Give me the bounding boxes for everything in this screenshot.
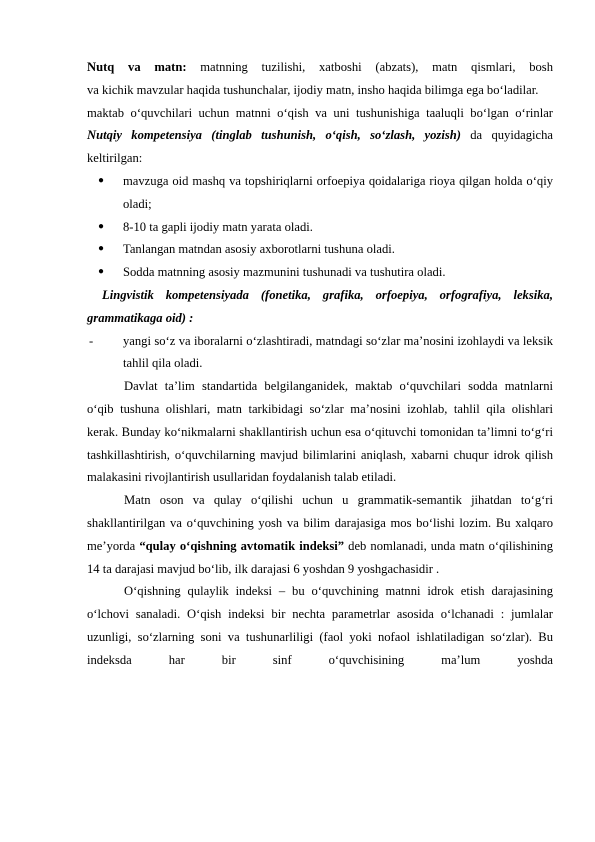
- dash-list-item: [87, 330, 553, 376]
- paragraph-1: va kichik mavzular haqida tushunchalar, ijodiy matn, insho haqida bilimga ega bo‘ladilar.: [87, 82, 539, 97]
- dash-item-text: yangi so‘z va iboralarni o‘zlashtiradi, matndagi so‘zlar ma’nosini izohlaydi va leksik tahlil qila oladi.: [123, 333, 553, 371]
- paragraph-2-pre: maktab o‘quvchilari uchun matnni o‘qish va uni tushunishiga taaluqli bo‘lgan o‘rinlar: [87, 105, 553, 120]
- paragraph-4-pre: Matn oson va qulay o‘qilishi uchun u grammatik-semantik jihatdan to‘g‘ri shakllantirilgan va o‘quvchining yosh va bilim darajasiga mos bo‘lishi lozim. Bu xalqaro me’yorda: [87, 493, 553, 553]
- nutq-va-matn-label: Nutq va matn:: [87, 60, 187, 74]
- lingvistik-kompetensiya-heading: Lingvistik kompetensiyada (fonetika, grafika, orfoepiya, orfografiya, leksika, grammatikaga oid) :: [87, 287, 553, 325]
- bullet-text: 8-10 ta gapli ijodiy matn yarata oladi.: [123, 219, 313, 234]
- bullet-icon: ●: [98, 174, 105, 186]
- qulay-oqish-indeksi-term: “qulay o‘qishning avtomatik indeksi”: [139, 538, 345, 553]
- bullet-item: [87, 238, 553, 261]
- bullet-icon: ●: [98, 243, 105, 255]
- bullet-text: Sodda matnning asosiy mazmunini tushunadi va tushutira oladi.: [123, 265, 446, 280]
- document-page: [87, 56, 553, 672]
- paragraph-4-post: deb nomlanadi, unda matn o‘qilishining 14 ta darajasi mavjud bo‘lib, ilk darajasi 6 yoshdan 9 yoshgachasidir .: [87, 538, 553, 576]
- competency-bullet-list: [87, 170, 553, 284]
- intro-line-text: matnning tuzilishi, xatboshi (abzats), matn qismlari, bosh: [186, 60, 553, 74]
- bullet-text: Tanlangan matndan asosiy axborotlarni tushuna oladi.: [123, 242, 395, 257]
- dash-icon: -: [89, 333, 94, 348]
- bullet-item: [87, 261, 553, 284]
- bullet-icon: ●: [98, 220, 105, 232]
- bullet-text: mavzuga oid mashq va topshiriqlarni orfoepiya qoidalariga rioya qilgan holda o‘qiy oladi;: [123, 173, 553, 211]
- paragraph-2: [87, 102, 553, 170]
- bullet-icon: ●: [98, 266, 105, 278]
- nutqiy-kompetensiya-term: Nutqiy kompetensiya (tinglab tushunish, o‘qish, so‘zlash, yozish): [87, 128, 461, 143]
- paragraph-2-post: da quyidagicha keltirilgan:: [87, 128, 553, 166]
- paragraph-5: O‘qishning qulaylik indeksi – bu o‘quvchining matnni idrok etish darajasining o‘lchovi sanaladi. O‘qish indeksi bir nechta parametrlar asosida o‘lchanadi : jumlalar uzunligi, so‘zlarning soni va tushunarliligi (faol yoki nofaol ishlatiladigan so‘zlar). Bu indeksda har bir sinf o‘quvchisining ma’lum yoshda: [87, 584, 553, 667]
- paragraph-4: [87, 489, 553, 580]
- bullet-item: [87, 216, 553, 239]
- bullet-item: [87, 170, 553, 216]
- paragraph-3: Davlat ta’lim standartida belgilanganidek, maktab o‘quvchilari sodda matnlarni o‘qib tushuna olishlari, matn tarkibidagi so‘zlar ma’nosini izohlab, tahlil qila olishlari kerak. Bunday ko‘nikmalarni shakllantirish uchun esa o‘qituvchi tomonidan ta’limni to‘g‘ri tashkillashtirish, o‘quvchilarning mavjud bilimlarini aniqlash, xabarni chuqur idrok qilish malakasini rivojlantirish usullaridan foydalanish talab etiladi.: [87, 379, 553, 485]
- intro-line: [87, 56, 553, 79]
